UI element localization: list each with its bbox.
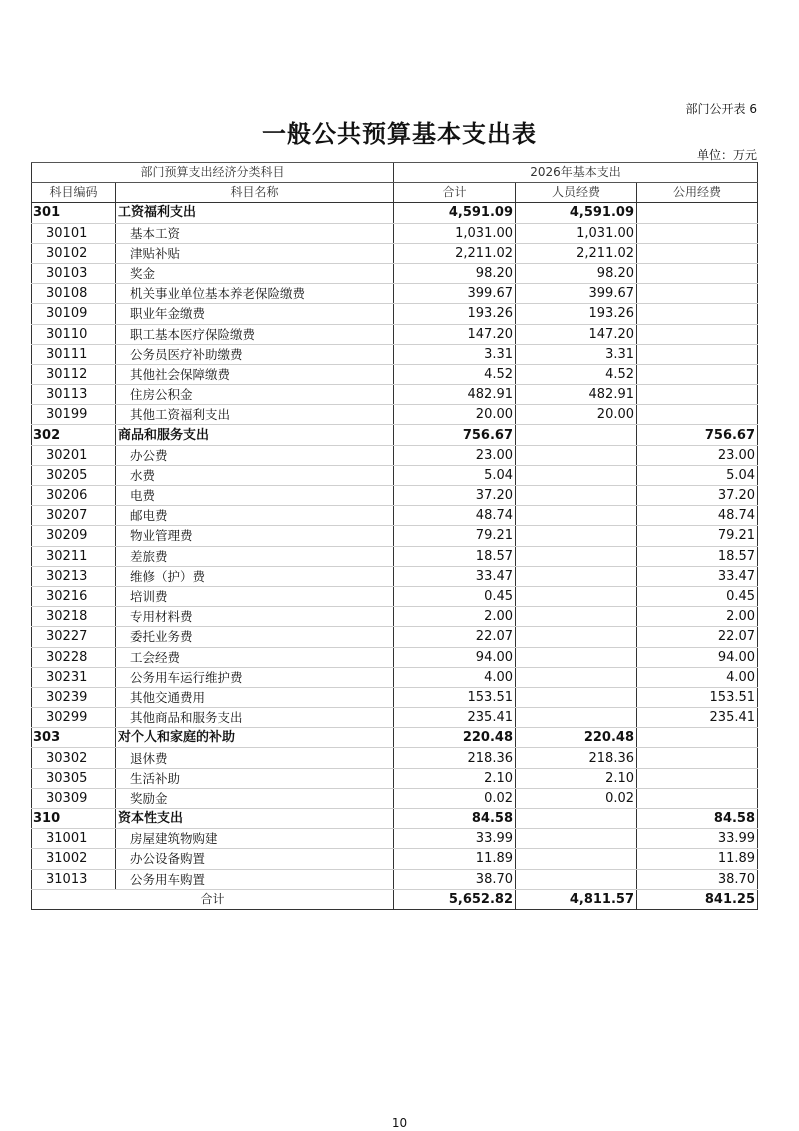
- row-name: 退休费: [116, 748, 394, 768]
- row-public: 37.20: [637, 486, 758, 506]
- category-row: [32, 425, 758, 445]
- table-body: [32, 203, 758, 889]
- row-name: 工资福利支出: [116, 203, 394, 223]
- row-total: 11.89: [394, 849, 516, 869]
- budget-table: [31, 162, 758, 910]
- table-row: [32, 586, 758, 606]
- row-personnel: [516, 687, 637, 707]
- row-personnel: [516, 627, 637, 647]
- row-total: 1,031.00: [394, 223, 516, 243]
- row-total: 20.00: [394, 405, 516, 425]
- row-personnel: 399.67: [516, 284, 637, 304]
- row-code: 310: [32, 809, 116, 829]
- row-public: 84.58: [637, 809, 758, 829]
- row-name: 邮电费: [116, 506, 394, 526]
- row-code: 30112: [32, 364, 116, 384]
- row-name: 公务用车购置: [116, 869, 394, 889]
- row-name: 商品和服务支出: [116, 425, 394, 445]
- row-total: 18.57: [394, 546, 516, 566]
- row-public: [637, 768, 758, 788]
- document-title: 一般公共预算基本支出表: [262, 120, 537, 148]
- row-code: 31001: [32, 829, 116, 849]
- row-code: 30305: [32, 768, 116, 788]
- row-total: 98.20: [394, 263, 516, 283]
- row-total: 235.41: [394, 708, 516, 728]
- row-total: 23.00: [394, 445, 516, 465]
- header-group-left: 部门预算支出经济分类科目: [32, 163, 394, 183]
- table-row: [32, 486, 758, 506]
- row-public: 2.00: [637, 607, 758, 627]
- table-row: [32, 344, 758, 364]
- row-total: 193.26: [394, 304, 516, 324]
- row-total: 0.45: [394, 586, 516, 606]
- row-name: 资本性支出: [116, 809, 394, 829]
- header-col-name: 科目名称: [116, 183, 394, 203]
- table-row: [32, 869, 758, 889]
- category-row: [32, 728, 758, 748]
- row-public: [637, 263, 758, 283]
- row-total: 399.67: [394, 284, 516, 304]
- header-columns-row: [32, 183, 758, 203]
- row-personnel: [516, 506, 637, 526]
- row-public: 38.70: [637, 869, 758, 889]
- row-public: 33.47: [637, 566, 758, 586]
- row-personnel: [516, 647, 637, 667]
- row-code: 30205: [32, 465, 116, 485]
- row-public: 23.00: [637, 445, 758, 465]
- row-name: 其他社会保障缴费: [116, 364, 394, 384]
- row-public: 94.00: [637, 647, 758, 667]
- header-group-right: 2026年基本支出: [394, 163, 758, 183]
- row-code: 30213: [32, 566, 116, 586]
- row-public: 11.89: [637, 849, 758, 869]
- row-code: 30103: [32, 263, 116, 283]
- row-public: 756.67: [637, 425, 758, 445]
- row-name: 办公设备购置: [116, 849, 394, 869]
- row-total: 33.99: [394, 829, 516, 849]
- row-personnel: [516, 526, 637, 546]
- row-total: 37.20: [394, 486, 516, 506]
- header-col-personnel: 人员经费: [516, 183, 637, 203]
- row-total: 2.00: [394, 607, 516, 627]
- row-total: 2.10: [394, 768, 516, 788]
- row-total: 756.67: [394, 425, 516, 445]
- row-name: 奖励金: [116, 788, 394, 808]
- header-col-public: 公用经费: [637, 183, 758, 203]
- row-code: 302: [32, 425, 116, 445]
- row-name: 奖金: [116, 263, 394, 283]
- row-name: 物业管理费: [116, 526, 394, 546]
- row-code: 30299: [32, 708, 116, 728]
- row-total: 94.00: [394, 647, 516, 667]
- row-public: [637, 304, 758, 324]
- row-code: 30216: [32, 586, 116, 606]
- row-personnel: 1,031.00: [516, 223, 637, 243]
- row-name: 专用材料费: [116, 607, 394, 627]
- row-personnel: [516, 465, 637, 485]
- row-public: 79.21: [637, 526, 758, 546]
- row-code: 31013: [32, 869, 116, 889]
- row-code: 30108: [32, 284, 116, 304]
- row-public: [637, 385, 758, 405]
- row-public: [637, 364, 758, 384]
- row-public: [637, 284, 758, 304]
- row-name: 培训费: [116, 586, 394, 606]
- table-row: [32, 445, 758, 465]
- row-name: 机关事业单位基本养老保险缴费: [116, 284, 394, 304]
- row-name: 公务用车运行维护费: [116, 667, 394, 687]
- row-name: 办公费: [116, 445, 394, 465]
- row-public: 48.74: [637, 506, 758, 526]
- row-total: 3.31: [394, 344, 516, 364]
- row-total: 4.00: [394, 667, 516, 687]
- row-code: 30218: [32, 607, 116, 627]
- row-name: 工会经费: [116, 647, 394, 667]
- row-code: 30201: [32, 445, 116, 465]
- table-row: [32, 849, 758, 869]
- row-public: 153.51: [637, 687, 758, 707]
- table-row: [32, 223, 758, 243]
- row-code: 30228: [32, 647, 116, 667]
- row-personnel: [516, 425, 637, 445]
- row-public: [637, 324, 758, 344]
- row-code: 30102: [32, 243, 116, 263]
- unit-label: 单位：万元: [696, 148, 757, 162]
- table-row: [32, 506, 758, 526]
- row-code: 30111: [32, 344, 116, 364]
- row-total: 482.91: [394, 385, 516, 405]
- table-row: [32, 385, 758, 405]
- row-personnel: 193.26: [516, 304, 637, 324]
- row-personnel: 4,591.09: [516, 203, 637, 223]
- row-public: 235.41: [637, 708, 758, 728]
- header-group-row: [32, 163, 758, 183]
- row-total: 48.74: [394, 506, 516, 526]
- row-public: [637, 728, 758, 748]
- row-total: 218.36: [394, 748, 516, 768]
- table-row: [32, 687, 758, 707]
- table-row: [32, 627, 758, 647]
- row-total: 220.48: [394, 728, 516, 748]
- row-personnel: [516, 708, 637, 728]
- row-code: 301: [32, 203, 116, 223]
- row-code: 30206: [32, 486, 116, 506]
- row-personnel: 20.00: [516, 405, 637, 425]
- row-name: 生活补助: [116, 768, 394, 788]
- row-total: 22.07: [394, 627, 516, 647]
- row-public: [637, 405, 758, 425]
- row-code: 30101: [32, 223, 116, 243]
- table-row: [32, 263, 758, 283]
- row-name: 差旅费: [116, 546, 394, 566]
- row-code: 30209: [32, 526, 116, 546]
- row-code: 30302: [32, 748, 116, 768]
- row-code: 303: [32, 728, 116, 748]
- row-total: 33.47: [394, 566, 516, 586]
- row-code: 30207: [32, 506, 116, 526]
- row-code: 30231: [32, 667, 116, 687]
- table-row: [32, 465, 758, 485]
- total-sum: 5,652.82: [394, 889, 516, 909]
- row-total: 147.20: [394, 324, 516, 344]
- row-name: 津贴补贴: [116, 243, 394, 263]
- row-personnel: [516, 445, 637, 465]
- row-public: [637, 243, 758, 263]
- row-public: 4.00: [637, 667, 758, 687]
- row-personnel: 2,211.02: [516, 243, 637, 263]
- category-row: [32, 203, 758, 223]
- row-total: 2,211.02: [394, 243, 516, 263]
- table-row: [32, 829, 758, 849]
- row-name: 其他交通费用: [116, 687, 394, 707]
- row-name: 公务员医疗补助缴费: [116, 344, 394, 364]
- row-total: 4.52: [394, 364, 516, 384]
- row-name: 水费: [116, 465, 394, 485]
- table-row: [32, 708, 758, 728]
- row-total: 5.04: [394, 465, 516, 485]
- row-personnel: [516, 546, 637, 566]
- row-name: 其他商品和服务支出: [116, 708, 394, 728]
- row-name: 职业年金缴费: [116, 304, 394, 324]
- row-personnel: 220.48: [516, 728, 637, 748]
- row-personnel: [516, 809, 637, 829]
- table-row: [32, 546, 758, 566]
- row-name: 维修（护）费: [116, 566, 394, 586]
- row-public: 18.57: [637, 546, 758, 566]
- header-col-code: 科目编码: [32, 183, 116, 203]
- row-name: 其他工资福利支出: [116, 405, 394, 425]
- row-personnel: [516, 486, 637, 506]
- row-code: 31002: [32, 849, 116, 869]
- row-personnel: 0.02: [516, 788, 637, 808]
- row-public: 5.04: [637, 465, 758, 485]
- row-personnel: 2.10: [516, 768, 637, 788]
- row-code: 30199: [32, 405, 116, 425]
- table-row: [32, 566, 758, 586]
- row-total: 0.02: [394, 788, 516, 808]
- total-public: 841.25: [637, 889, 758, 909]
- row-code: 30211: [32, 546, 116, 566]
- table-row: [32, 284, 758, 304]
- category-row: [32, 809, 758, 829]
- row-personnel: 147.20: [516, 324, 637, 344]
- row-code: 30110: [32, 324, 116, 344]
- table-id-label: 部门公开表 6: [685, 102, 757, 116]
- table-row: [32, 788, 758, 808]
- row-public: [637, 344, 758, 364]
- row-personnel: [516, 607, 637, 627]
- table-row: [32, 768, 758, 788]
- row-name: 住房公积金: [116, 385, 394, 405]
- row-name: 对个人和家庭的补助: [116, 728, 394, 748]
- row-total: 38.70: [394, 869, 516, 889]
- row-personnel: [516, 849, 637, 869]
- header-col-total: 合计: [394, 183, 516, 203]
- row-total: 84.58: [394, 809, 516, 829]
- table-row: [32, 607, 758, 627]
- table-row: [32, 526, 758, 546]
- row-personnel: [516, 829, 637, 849]
- row-personnel: [516, 566, 637, 586]
- row-code: 30309: [32, 788, 116, 808]
- row-code: 30113: [32, 385, 116, 405]
- row-public: 33.99: [637, 829, 758, 849]
- row-personnel: 4.52: [516, 364, 637, 384]
- row-personnel: [516, 869, 637, 889]
- row-public: [637, 223, 758, 243]
- row-total: 153.51: [394, 687, 516, 707]
- row-total: 4,591.09: [394, 203, 516, 223]
- row-name: 房屋建筑物购建: [116, 829, 394, 849]
- row-public: [637, 788, 758, 808]
- row-public: [637, 748, 758, 768]
- table-row: [32, 405, 758, 425]
- table-row: [32, 364, 758, 384]
- row-personnel: 218.36: [516, 748, 637, 768]
- row-public: 22.07: [637, 627, 758, 647]
- row-personnel: 482.91: [516, 385, 637, 405]
- row-code: 30227: [32, 627, 116, 647]
- total-row: [32, 889, 758, 909]
- row-code: 30239: [32, 687, 116, 707]
- row-name: 电费: [116, 486, 394, 506]
- row-personnel: 3.31: [516, 344, 637, 364]
- total-personnel: 4,811.57: [516, 889, 637, 909]
- table-row: [32, 667, 758, 687]
- row-name: 职工基本医疗保险缴费: [116, 324, 394, 344]
- total-label: 合计: [32, 889, 394, 909]
- table-row: [32, 748, 758, 768]
- row-public: [637, 203, 758, 223]
- row-personnel: [516, 586, 637, 606]
- page-number: 10: [391, 1116, 408, 1130]
- row-public: 0.45: [637, 586, 758, 606]
- table-row: [32, 243, 758, 263]
- row-name: 基本工资: [116, 223, 394, 243]
- table-row: [32, 324, 758, 344]
- table-row: [32, 647, 758, 667]
- row-code: 30109: [32, 304, 116, 324]
- table-row: [32, 304, 758, 324]
- row-personnel: [516, 667, 637, 687]
- row-total: 79.21: [394, 526, 516, 546]
- row-name: 委托业务费: [116, 627, 394, 647]
- row-personnel: 98.20: [516, 263, 637, 283]
